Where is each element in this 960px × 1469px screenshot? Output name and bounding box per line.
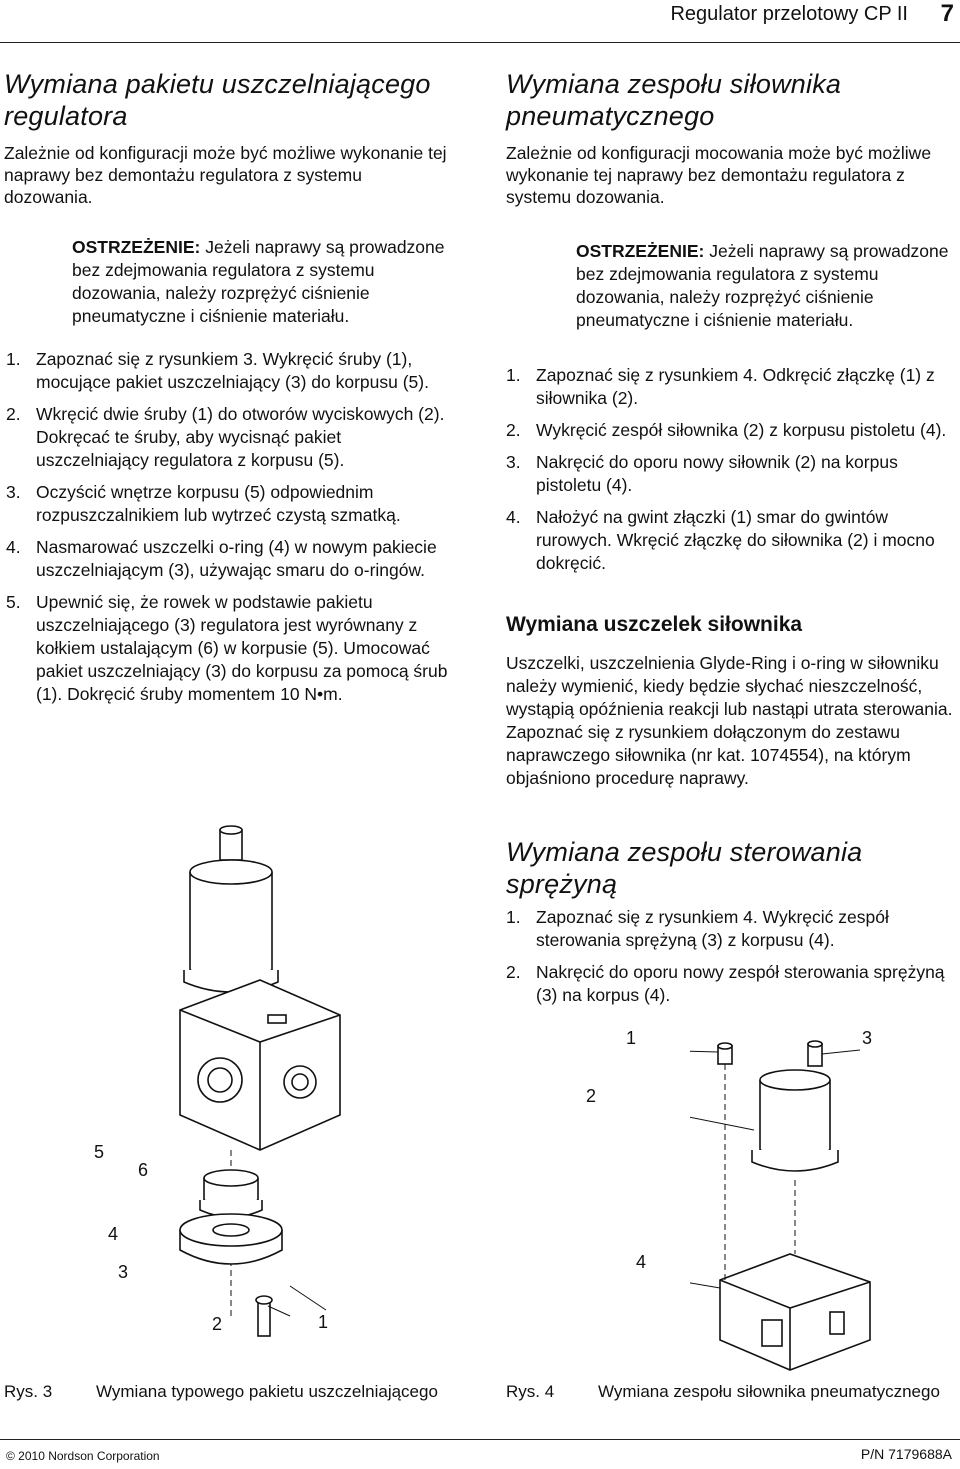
list-item: 1. Zapoznać się z rysunkiem 4. Wykręcić zespół sterowania sprężyną (3) z korpusu (4). xyxy=(506,907,889,950)
figure-3-caption: Wymiana typowego pakietu uszczelniającego xyxy=(96,1382,438,1401)
header-divider xyxy=(0,42,960,43)
right-warning xyxy=(576,240,956,332)
warning-text: Jeżeli naprawy są prowadzone bez zdejmowania regulatora z systemu dozowania, należy rozprężyć ciśnienie pneumatyczne i ciśnienie materiału. xyxy=(576,241,949,330)
figure-3-callout-5: 5 xyxy=(94,1142,105,1162)
page-number: 7 xyxy=(940,0,954,27)
left-warning xyxy=(72,236,452,328)
list-item: 2. Wkręcić dwie śruby (1) do otworów wyciskowych (2). Dokręcać te śruby, aby wycisnąć pakiet uszczelniający regulatora z korpusu (5). xyxy=(6,404,445,470)
list-item: 2. Nakręcić do oporu nowy zespół sterowania sprężyną (3) na korpus (4). xyxy=(506,962,945,1005)
actuator-seals-text: Uszczelki, uszczelnienia Glyde-Ring i o-ring w siłowniku należy wymienić, kiedy będzie słychać nieszczelność, wystąpią opóźnienia reakcji lub nastąpi utrata sterowania. Zapoznać się z rysunkiem dołączonym do zestawu naprawczego siłownika (nr kat. 1074554), na którym objaśniono procedurę naprawy. xyxy=(506,653,953,788)
right-section-spring xyxy=(506,836,956,900)
figure-4-callout-1: 1 xyxy=(626,1028,637,1048)
section-heading-actuator: Wymiana zespołu siłownika pneumatycznego xyxy=(506,69,842,131)
right-section-seals xyxy=(506,612,956,790)
figure-4-callout-3: 3 xyxy=(862,1028,873,1048)
figure-4-label: Rys. 4 xyxy=(506,1382,555,1401)
section-heading-spring-control: Wymiana zespołu sterowania sprężyną xyxy=(506,837,863,899)
copyright: © 2010 Nordson Corporation xyxy=(6,1449,160,1463)
list-item: 3. Oczyścić wnętrze korpusu (5) odpowiednim rozpuszczalnikiem lub wytrzeć czystą szmatką. xyxy=(6,482,401,525)
section-heading-actuator-seals: Wymiana uszczelek siłownika xyxy=(506,613,803,636)
section-heading-seal-pack: Wymiana pakietu uszczelniającego regulatora xyxy=(4,69,431,131)
running-header-title: Regulator przelotowy CP II xyxy=(670,3,908,25)
list-item: 4. Nasmarować uszczelki o-ring (4) w nowym pakiecie uszczelniającym (3), używając smaru do o-ringów. xyxy=(6,537,437,580)
list-item: 1. Zapoznać się z rysunkiem 3. Wykręcić śruby (1), mocujące pakiet uszczelniający (3) do korpusu (5). xyxy=(6,349,429,392)
list-item: 4. Nałożyć na gwint złączki (1) smar do gwintów rurowych. Wkręcić złączkę do siłownika (2) i mocno dokręcić. xyxy=(506,507,935,573)
figure-3-callout-2: 2 xyxy=(212,1314,223,1334)
figure-3-illustration xyxy=(140,820,470,1350)
part-number: P/N 7179688A xyxy=(860,1446,952,1462)
seal-pack-intro: Zależnie od konfiguracji może być możliwe wykonanie tej naprawy bez demontażu regulatora z systemu dozowania. xyxy=(4,143,447,207)
actuator-steps xyxy=(506,364,956,584)
spring-steps xyxy=(506,906,956,1016)
figure-3-callout-6: 6 xyxy=(138,1160,149,1180)
figure-4-callout-4: 4 xyxy=(636,1252,647,1272)
figure-4-callout-2: 2 xyxy=(586,1086,597,1106)
warning-text: Jeżeli naprawy są prowadzone bez zdejmowania regulatora z systemu dozowania, należy rozprężyć ciśnienie pneumatyczne i ciśnienie materiału. xyxy=(72,237,445,326)
left-section xyxy=(4,68,454,208)
list-item: 5. Upewnić się, że rowek w podstawie pakietu uszczelniającego (3) regulatora jest wyrównany z kołkiem ustalającym (6) w korpusie (5). Umocować pakiet uszczelniający (3) do korpusu za pomocą śrub (1). Dokręcić śruby momentem 10 N•m. xyxy=(6,592,448,704)
left-steps xyxy=(6,348,454,715)
right-section-actuator xyxy=(506,68,956,208)
figure-3-callout-3: 3 xyxy=(118,1262,129,1282)
actuator-intro: Zależnie od konfiguracji mocowania może być możliwe wykonanie tej naprawy bez demontażu regulatora z systemu dozowania. xyxy=(506,143,932,207)
figure-3-callout-4: 4 xyxy=(108,1224,119,1244)
list-item: 3. Nakręcić do oporu nowy siłownik (2) na korpus pistoletu (4). xyxy=(506,452,898,495)
warning-label: OSTRZEŻENIE: xyxy=(576,241,705,261)
figure-3-label: Rys. 3 xyxy=(4,1382,53,1401)
footer-divider xyxy=(0,1439,960,1440)
list-item: 2. Wykręcić zespół siłownika (2) z korpusu pistoletu (4). xyxy=(506,420,947,440)
list-item: 1. Zapoznać się z rysunkiem 4. Odkręcić złączkę (1) z siłownika (2). xyxy=(506,365,935,408)
warning-label: OSTRZEŻENIE: xyxy=(72,237,201,257)
figure-4-caption: Wymiana zespołu siłownika pneumatycznego xyxy=(598,1382,940,1401)
figure-3-callout-1: 1 xyxy=(318,1312,329,1332)
figure-4-illustration xyxy=(690,1040,910,1380)
